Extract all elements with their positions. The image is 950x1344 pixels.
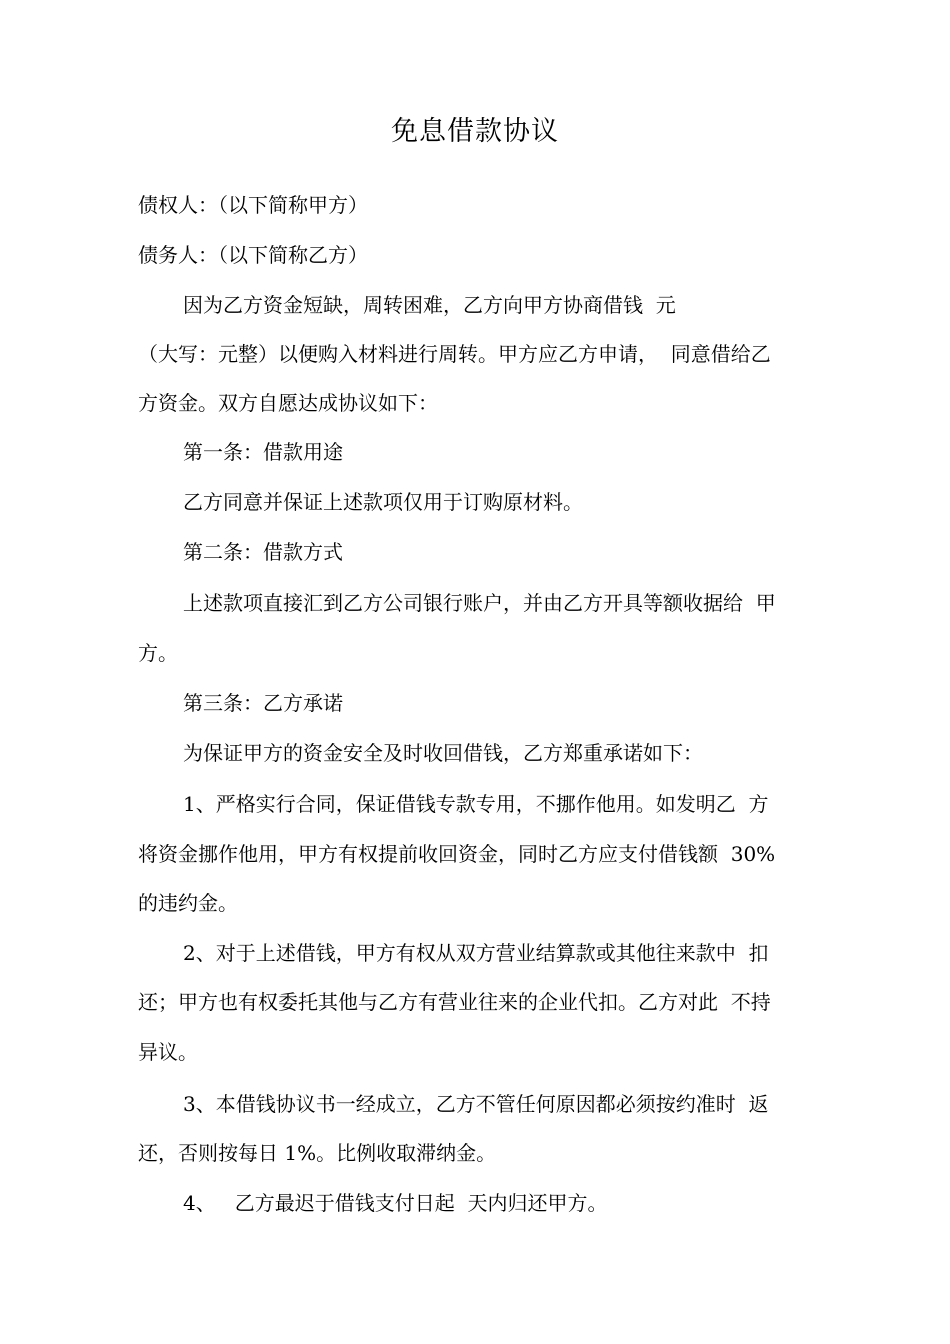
paragraph-line: 为保证甲方的资金安全及时收回借钱，乙方郑重承诺如下：: [183, 741, 703, 765]
clause-line: 异议。: [138, 1040, 198, 1064]
creditor-line: 债权人：（以下简称甲方）: [138, 193, 368, 217]
paragraph-line: 乙方同意并保证上述款项仅用于订购原材料。: [183, 490, 583, 514]
article-heading: 第二条：借款方式: [183, 540, 343, 564]
clause-line: 还；甲方也有权委托其他与乙方有营业往来的企业代扣。乙方对此 不持: [138, 990, 771, 1014]
paragraph-line: 上述款项直接汇到乙方公司银行账户，并由乙方开具等额收据给 甲: [183, 591, 776, 615]
clause-line: 4、 乙方最迟于借钱支付日起 天内归还甲方。: [183, 1191, 608, 1215]
clause-line: 1、严格实行合同，保证借钱专款专用，不挪作他用。如发明乙 方: [183, 792, 769, 816]
clause-line: 还，否则按每日 1%。比例收取滞纳金。: [138, 1141, 497, 1165]
paragraph-line: 方资金。双方自愿达成协议如下：: [138, 391, 438, 415]
paragraph-line: 因为乙方资金短缺，周转困难，乙方向甲方协商借钱 元: [183, 293, 676, 317]
debtor-line: 债务人：（以下简称乙方）: [138, 243, 368, 267]
document-title: 免息借款协议: [391, 116, 559, 147]
paragraph-line: （大写：元整）以便购入材料进行周转。甲方应乙方申请， 同意借给乙: [138, 342, 771, 366]
clause-line: 的违约金。: [138, 891, 238, 915]
clause-line: 将资金挪作他用，甲方有权提前收回资金，同时乙方应支付借钱额 30%: [138, 842, 776, 866]
article-heading: 第一条：借款用途: [183, 440, 343, 464]
article-heading: 第三条：乙方承诺: [183, 691, 343, 715]
clause-line: 3、本借钱协议书一经成立，乙方不管任何原因都必须按约准时 返: [183, 1092, 769, 1116]
paragraph-line: 方。: [138, 641, 178, 665]
clause-line: 2、对于上述借钱，甲方有权从双方营业结算款或其他往来款中 扣: [183, 941, 769, 965]
